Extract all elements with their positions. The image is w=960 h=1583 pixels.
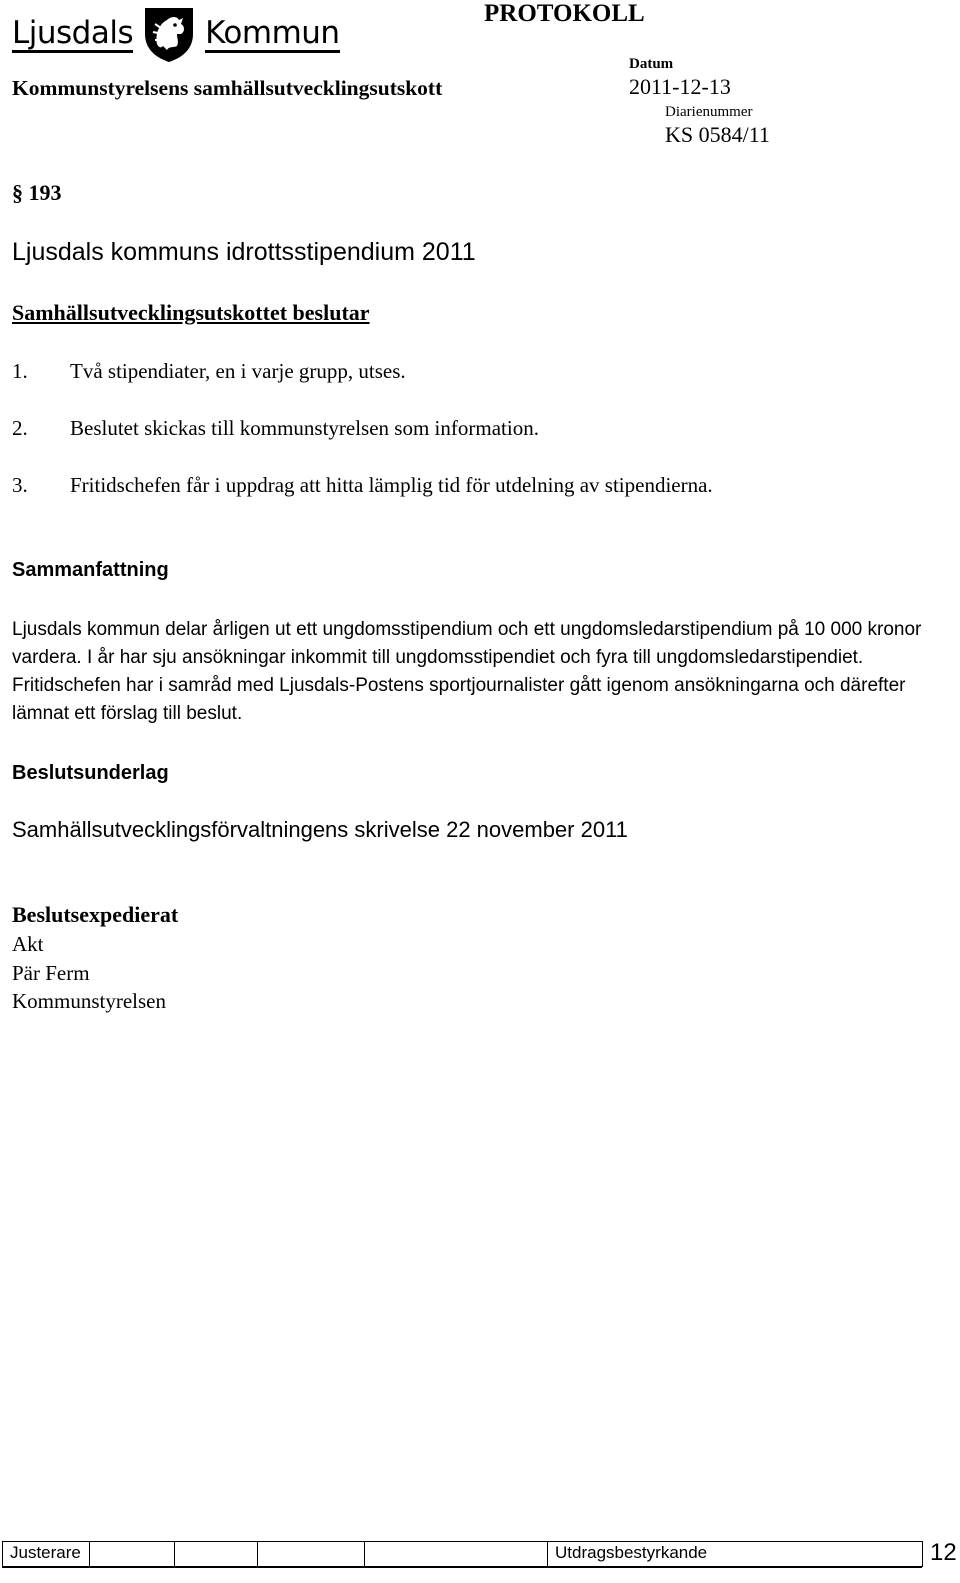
document-type: PROTOKOLL bbox=[484, 0, 645, 27]
section-number: § 193 bbox=[12, 180, 62, 205]
expedited-list bbox=[12, 930, 166, 1016]
summary-heading: Sammanfattning bbox=[12, 559, 169, 581]
footer-divider bbox=[547, 1541, 548, 1567]
footer-top-rule bbox=[2, 1541, 922, 1542]
coat-of-arms-icon bbox=[141, 4, 197, 64]
summary-text: Ljusdals kommun delar årligen ut ett ungdomsstipendium och ett ungdomsledarstipendium på 10 000 kronor vardera. I år har sju ansökningar inkommit till ungdomsstipendiet och fyra till ungdomsledarstipendiet. Fritidschefen har i samråd med Ljusdals-Postens sportjournalister gått igenom ansökningarna och därefter lämnat ett förslag till beslut. bbox=[12, 619, 922, 724]
logo-word-ljusdals: Ljusdals bbox=[12, 14, 134, 51]
date-label: Datum bbox=[629, 56, 674, 72]
registration-number-value: KS 0584/11 bbox=[665, 122, 770, 147]
footer-divider bbox=[922, 1541, 923, 1567]
decision-item-text: Beslutet skickas till kommunstyrelsen som information. bbox=[70, 416, 539, 440]
decision-item-number: 3. bbox=[12, 473, 28, 497]
municipality-logo bbox=[12, 4, 340, 64]
utdragsbestyrkande-label: Utdragsbestyrkande bbox=[555, 1543, 708, 1562]
footer-divider bbox=[364, 1541, 365, 1567]
footer-divider bbox=[2, 1541, 3, 1567]
expedited-recipient: Pär Ferm bbox=[12, 960, 90, 985]
basis-text: Samhällsutvecklingsförvaltningens skrivelse 22 november 2011 bbox=[12, 817, 628, 842]
footer-bottom-rule bbox=[2, 1566, 922, 1568]
decision-heading: Samhällsutvecklingsutskottet beslutar bbox=[12, 300, 370, 325]
footer-divider bbox=[174, 1541, 175, 1567]
expedited-recipient: Akt bbox=[12, 932, 44, 956]
logo-word-kommun: Kommun bbox=[205, 14, 340, 51]
decision-item bbox=[12, 416, 539, 441]
decision-item-number: 1. bbox=[12, 359, 28, 383]
decision-item-text: Fritidschefen får i uppdrag att hitta lämplig tid för utdelning av stipendierna. bbox=[70, 473, 713, 497]
decision-item bbox=[12, 359, 406, 384]
justerare-label: Justerare bbox=[10, 1543, 81, 1562]
decision-item-number: 2. bbox=[12, 416, 28, 440]
committee-name: Kommunstyrelsens samhällsutvecklingsutskott bbox=[12, 76, 443, 100]
decision-item bbox=[12, 473, 713, 498]
footer-divider bbox=[257, 1541, 258, 1567]
registration-number-label: Diarienummer bbox=[665, 104, 753, 120]
page-number: 12 bbox=[930, 1539, 957, 1566]
page-title: Ljusdals kommuns idrottsstipendium 2011 bbox=[12, 238, 476, 266]
expedited-heading: Beslutsexpedierat bbox=[12, 902, 179, 927]
signature-footer bbox=[2, 1541, 958, 1567]
footer-divider bbox=[89, 1541, 90, 1567]
expedited-recipient: Kommunstyrelsen bbox=[12, 989, 166, 1013]
date-value: 2011-12-13 bbox=[629, 74, 731, 99]
basis-heading: Beslutsunderlag bbox=[12, 762, 169, 784]
decision-item-text: Två stipendiater, en i varje grupp, utses. bbox=[70, 359, 406, 383]
